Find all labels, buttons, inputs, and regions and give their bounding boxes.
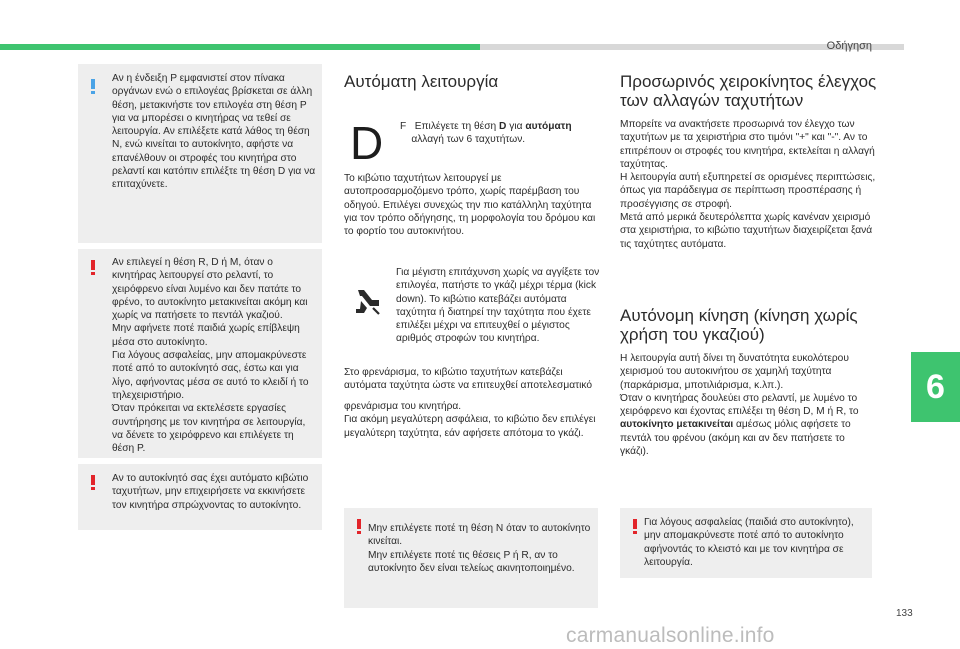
info-box-p-indicator bbox=[78, 64, 322, 243]
warning-box-creep bbox=[78, 249, 322, 458]
select-d-letter: D bbox=[499, 121, 507, 132]
select-post: αλλαγή των 6 ταχυτήτων. bbox=[411, 134, 526, 146]
creep-text-post: αμέσως μόλις αφήσετε το πεντάλ του φρένου (ακόμη και αν δεν πατήσετε το γκάζι). bbox=[620, 419, 851, 458]
bullet-marker: F bbox=[400, 121, 407, 132]
info-icon bbox=[90, 79, 96, 94]
page-number: 133 bbox=[896, 608, 913, 619]
warning-box-text: Για λόγους ασφαλείας (παιδιά στο αυτοκίνητο), μην απομακρύνεστε ποτέ από το αυτοκίνητο αφήνοντάς το κλειστό και με τον κινητήρα σε λειτουργία. bbox=[644, 517, 854, 568]
warning-icon bbox=[90, 260, 96, 275]
automatic-description: Το κιβώτιο ταχυτήτων λειτουργεί με αυτοπροσαρμοζόμενο τρόπο, χωρίς παρέμβαση του οδηγού. Επιλέγει συνεχώς την πιο κατάλληλη ταχύτητα για τον τρόπο οδήγησης, τη μορφολογία του δρόμου και το φορτίο του αυτοκινήτου. bbox=[344, 173, 596, 238]
manual-override-text: Μπορείτε να ανακτήσετε προσωρινά τον έλεγχο των ταχυτήτων με τα χειριστήρια στο τιμόνι "+" και "-". Αν το επιτρέπουν οι στροφές του κινητήρα, εκτελείται η αλλαγή ταχύτητας. Η λειτουργία αυτή εξυπηρετεί σε ορισμένες περιπτώσεις, όπως για παράδειγμα σε περίπτωση προσπέρασης ή προσέγγισης σε στροφή. Μετά από μερικά δευτερόλεπτα χωρίς κανέναν χειρισμό στα χειριστήρια, το κιβώτιο ταχυτήτων διαχειρίζεται ξανά τις ταχύτητες αυτόματα. bbox=[620, 119, 876, 250]
heading-manual-override: Προσωρινός χειροκίνητος έλεγχος των αλλαγών ταχυτήτων bbox=[620, 72, 877, 110]
warning-box-text: Μην επιλέγετε ποτέ τη θέση N όταν το αυτοκίνητο κινείται. Μην επιλέγετε ποτέ τις θέσεις P ή R, αν το αυτοκίνητο δεν είναι τελείως ακινητοποιημένο. bbox=[368, 523, 591, 574]
section-title: Οδήγηση bbox=[826, 40, 872, 52]
header-progress-bar bbox=[0, 44, 480, 50]
select-d-instruction bbox=[400, 120, 600, 147]
info-box-text: Αν η ένδειξη P εμφανιστεί στον πίνακα οργάνων ενώ ο επιλογέας βρίσκεται σε άλλη θέση, μετακινήστε τον επιλογέα στη θέση P για να μπορέσει ο κινητήρας να τεθεί σε λειτουργία. Αν επιλέξετε κατά λάθος τη θέση N, ενώ κινείται το αυτοκίνητο, αφήστε να επανέλθουν οι στροφές του κινητήρα στο ρελαντί και κατόπιν επιλέξτε τη θέση D για να επιταχύνετε. bbox=[112, 73, 316, 191]
warning-icon bbox=[90, 475, 96, 490]
select-mid: για bbox=[509, 121, 523, 132]
creep-text-bold: αυτοκίνητο μετακινείται bbox=[620, 419, 734, 431]
heading-creep-mode: Αυτόνομη κίνηση (κίνηση χωρίς χρήση του γκαζιού) bbox=[620, 306, 858, 344]
warning-box-children bbox=[620, 508, 872, 578]
pedal-kick-icon bbox=[352, 287, 382, 317]
warning-icon bbox=[356, 519, 362, 534]
chapter-tab bbox=[911, 352, 960, 422]
kick-down-description: Για μέγιστη επιτάχυνση χωρίς να αγγίξετε τον επιλογέα, πατήστε το γκάζι μέχρι τέρμα (kick down). Το κιβώτιο κατεβάζει αυτόματα ταχύτητα ή διατηρεί την ταχύτητα που έχετε επιλέξει μέχρι να επιτευχθεί ο μέγιστος αριθμός στροφών του κινητήρα. bbox=[396, 267, 600, 345]
select-pre: Επιλέγετε τη θέση bbox=[414, 121, 497, 132]
warning-icon bbox=[632, 519, 638, 534]
gear-d-symbol: D bbox=[350, 117, 384, 169]
warning-box-push-start bbox=[78, 464, 322, 530]
select-bold: αυτόματη bbox=[525, 121, 572, 132]
creep-mode-text bbox=[620, 352, 876, 458]
watermark: carmanualsonline.info bbox=[566, 624, 775, 647]
creep-text-pre: Η λειτουργία αυτή δίνει τη δυνατότητα ευκολότερου χειρισμού του αυτοκινήτου σε χαμηλή ταχύτητα (παρκάρισμα, μποτιλιάρισμα, κ.λπ.). Όταν ο κινητήρας δουλεύει στο ρελαντί, με λυμένο το χειρόφρενο και έχοντας επιλέξει τη θέση D, M ή R, το bbox=[620, 353, 859, 418]
chapter-number: 6 bbox=[926, 368, 945, 406]
warning-box-text: Αν το αυτοκίνητό σας έχει αυτόματο κιβώτιο ταχυτήτων, μην επιχειρήσετε να εκκινήσετε τον κινητήρα σπρώχνοντας το αυτοκίνητο. bbox=[112, 473, 309, 511]
warning-box-text: Αν επιλεγεί η θέση R, D ή M, όταν ο κινητήρας λειτουργεί στο ρελαντί, το χειρόφρενο είναι λυμένο και δεν πατάτε το φρένο, το αυτοκίνητο μετακινείται ακόμη και χωρίς να πατήσετε το πεντάλ γκαζιού. Μην αφήνετε ποτέ παιδιά χωρίς επίβλεψη μέσα στο αυτοκίνητο. Για λόγους ασφαλείας, μην απομακρύνεστε ποτέ από το αυτοκίνητό σας, έστω και για λίγο, αφήνοντας μέσα σε αυτό το κλειδί ή το τηλεχειριστήριο. Όταν πρόκειται να εκτελέσετε εργασίες συντήρησης με τον κινητήρα σε λειτουργία, να δένετε το χειρόφρενο και επιλέγετε τη θέση P. bbox=[112, 257, 309, 455]
braking-description: Στο φρενάρισμα, το κιβώτιο ταχυτήτων κατεβάζει αυτόματα ταχύτητα ώστε να επιτευχθεί αποτελεσματικό bbox=[344, 367, 593, 392]
heading-automatic-mode: Αυτόματη λειτουργία bbox=[344, 72, 499, 91]
braking-description-cont: φρενάρισμα του κινητήρα. Για ακόμη μεγαλύτερη ασφάλεια, το κιβώτιο δεν επιλέγει μεγαλύτερη ταχύτητα, εάν αφήσετε απότομα το γκάζι. bbox=[344, 401, 596, 439]
warning-box-neutral bbox=[344, 508, 598, 608]
